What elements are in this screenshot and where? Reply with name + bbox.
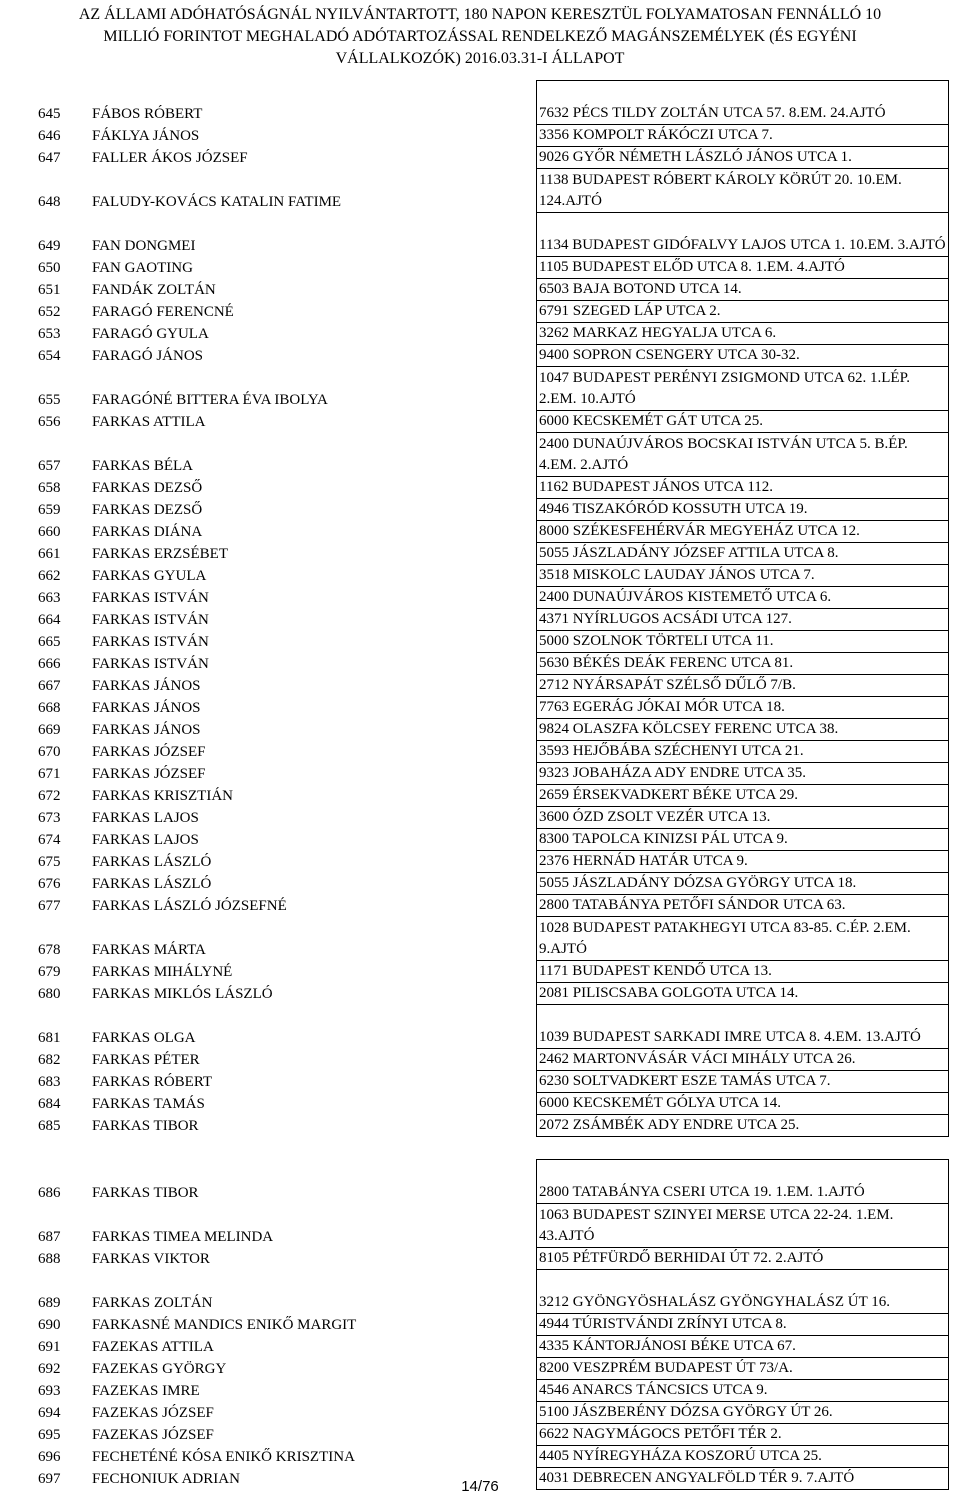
- header-line-3: VÁLLALKOZÓK) 2016.03.31-I ÁLLAPOT: [335, 50, 625, 67]
- row-number: 677: [38, 897, 61, 914]
- row-number: 657: [38, 457, 61, 474]
- row-number: 655: [38, 391, 61, 408]
- table-row: [28, 1424, 949, 1446]
- row-number: 695: [38, 1426, 61, 1443]
- row-number: 676: [38, 875, 61, 892]
- table-row: [28, 169, 949, 213]
- taxpayer-address: 1138 BUDAPEST RÓBERT KÁROLY KÖRÚT 20. 10.EM. 124.AJTÓ: [537, 169, 949, 213]
- page-number: 14/76: [461, 1478, 499, 1495]
- row-number: 659: [38, 501, 61, 518]
- row-number: 666: [38, 655, 61, 672]
- taxpayer-address: 1028 BUDAPEST PATAKHEGYI UTCA 83-85. C.ÉP. 2.EM. 9.AJTÓ: [537, 917, 949, 961]
- taxpayer-address: 4371 NYÍRLUGOS ACSÁDI UTCA 127.: [537, 609, 949, 631]
- taxpayer-address: 1105 BUDAPEST ELŐD UTCA 8. 1.EM. 4.AJTÓ: [537, 257, 949, 279]
- taxpayer-name: FARKAS DIÁNA: [92, 523, 203, 540]
- taxpayer-name: FARKAS RÓBERT: [92, 1073, 213, 1090]
- table-row: [28, 279, 949, 301]
- table-row: [28, 675, 949, 697]
- taxpayer-name: FAZEKAS GYÖRGY: [92, 1360, 227, 1377]
- taxpayer-name: FARKAS TIMEA MELINDA: [92, 1228, 274, 1245]
- row-number: 658: [38, 479, 61, 496]
- row-number: 660: [38, 523, 61, 540]
- taxpayer-address: 8200 VESZPRÉM BUDAPEST ÚT 73/A.: [537, 1358, 949, 1380]
- taxpayer-address: 8000 SZÉKESFEHÉRVÁR MEGYEHÁZ UTCA 12.: [537, 521, 949, 543]
- taxpayer-address: 9824 OLASZFA KÖLCSEY FERENC UTCA 38.: [537, 719, 949, 741]
- taxpayer-address: 2376 HERNÁD HATÁR UTCA 9.: [537, 851, 949, 873]
- row-gap: [28, 1137, 949, 1160]
- table-row: [28, 1402, 949, 1424]
- row-number: 683: [38, 1073, 61, 1090]
- row-number: 673: [38, 809, 61, 826]
- table-row: [28, 983, 949, 1005]
- row-number: 692: [38, 1360, 61, 1377]
- taxpayer-name: FECHONIUK ADRIAN: [92, 1470, 240, 1487]
- table-row: [28, 917, 949, 961]
- row-number: 656: [38, 413, 61, 430]
- taxpayer-address: 2462 MARTONVÁSÁR VÁCI MIHÁLY UTCA 26.: [537, 1049, 949, 1071]
- row-number: 696: [38, 1448, 61, 1465]
- table-row: [28, 147, 949, 169]
- row-number: 687: [38, 1228, 61, 1245]
- row-number: 647: [38, 149, 61, 166]
- table-row: [28, 741, 949, 763]
- taxpayer-name: FAN DONGMEI: [92, 237, 196, 254]
- taxpayer-name: FARKAS KRISZTIÁN: [92, 787, 233, 804]
- row-number: 674: [38, 831, 61, 848]
- table-row: [28, 829, 949, 851]
- taxpayer-name: FARKAS DEZSŐ: [92, 501, 203, 518]
- row-number: 691: [38, 1338, 61, 1355]
- table-row: [28, 499, 949, 521]
- taxpayer-address: 6791 SZEGED LÁP UTCA 2.: [537, 301, 949, 323]
- taxpayer-name: FARKAS JÓZSEF: [92, 765, 206, 782]
- row-number: 682: [38, 1051, 61, 1068]
- table-row: [28, 1115, 949, 1137]
- table-row: [28, 1204, 949, 1248]
- taxpayer-name: FARKAS VIKTOR: [92, 1250, 210, 1267]
- table-row: [28, 587, 949, 609]
- taxpayer-name: FARKAS JÁNOS: [92, 677, 201, 694]
- taxpayer-address: 2800 TATABÁNYA CSERI UTCA 19. 1.EM. 1.AJTÓ: [537, 1160, 949, 1204]
- table-row: [28, 477, 949, 499]
- taxpayer-address: 2659 ÉRSEKVADKERT BÉKE UTCA 29.: [537, 785, 949, 807]
- header-line-1: AZ ÁLLAMI ADÓHATÓSÁGNÁL NYILVÁNTARTOTT, 180 NAPON KERESZTÜL FOLYAMATOSAN FENNÁLLÓ 10: [78, 6, 882, 23]
- taxpayer-address: 2800 TATABÁNYA PETŐFI SÁNDOR UTCA 63.: [537, 895, 949, 917]
- taxpayer-name: FARKAS ZOLTÁN: [92, 1294, 213, 1311]
- taxpayer-address: 9323 JOBAHÁZA ADY ENDRE UTCA 35.: [537, 763, 949, 785]
- taxpayer-address: 1162 BUDAPEST JÁNOS UTCA 112.: [537, 477, 949, 499]
- taxpayer-address: 2081 PILISCSABA GOLGOTA UTCA 14.: [537, 983, 949, 1005]
- table-row: [28, 807, 949, 829]
- row-number: 689: [38, 1294, 61, 1311]
- table-row: [28, 1446, 949, 1468]
- table-row: [28, 1270, 949, 1314]
- taxpayer-name: FARKAS TAMÁS: [92, 1095, 205, 1112]
- table-row: [28, 1071, 949, 1093]
- taxpayer-address: 5100 JÁSZBERÉNY DÓZSA GYÖRGY ÚT 26.: [537, 1402, 949, 1424]
- taxpayer-name: FARKAS ISTVÁN: [92, 589, 209, 606]
- taxpayer-name: FÁBOS RÓBERT: [92, 105, 203, 122]
- table-row: [28, 521, 949, 543]
- taxpayer-address: 2400 DUNAÚJVÁROS BOCSKAI ISTVÁN UTCA 5. B.ÉP. 4.EM. 2.AJTÓ: [537, 433, 949, 477]
- row-number: 652: [38, 303, 61, 320]
- taxpayer-name: FARKAS LÁSZLÓ: [92, 875, 212, 892]
- row-number: 675: [38, 853, 61, 870]
- table-row: [28, 81, 949, 125]
- taxpayer-name: FARKAS MÁRTA: [92, 941, 206, 958]
- row-number: 693: [38, 1382, 61, 1399]
- table-row: [28, 697, 949, 719]
- row-number: 672: [38, 787, 61, 804]
- table-row: [28, 433, 949, 477]
- row-number: 653: [38, 325, 61, 342]
- row-number: 669: [38, 721, 61, 738]
- table-row: [28, 257, 949, 279]
- taxpayer-name: FARKAS MIKLÓS LÁSZLÓ: [92, 985, 273, 1002]
- taxpayer-name: FARAGÓ GYULA: [92, 325, 209, 342]
- table-row: [28, 1093, 949, 1115]
- table-row: [28, 1005, 949, 1049]
- taxpayer-address: 6622 NAGYMÁGOCS PETŐFI TÉR 2.: [537, 1424, 949, 1446]
- taxpayer-address: 3212 GYÖNGYÖSHALÁSZ GYÖNGYHALÁSZ ÚT 16.: [537, 1270, 949, 1314]
- table-row: [28, 345, 949, 367]
- taxpayer-address: 8105 PÉTFÜRDŐ BERHIDAI ÚT 72. 2.AJTÓ: [537, 1248, 949, 1270]
- taxpayer-address: 4946 TISZAKÓRÓD KOSSUTH UTCA 19.: [537, 499, 949, 521]
- taxpayer-name: FARKAS ISTVÁN: [92, 655, 209, 672]
- taxpayer-address: 6000 KECSKEMÉT GÓLYA UTCA 14.: [537, 1093, 949, 1115]
- taxpayer-address: 4335 KÁNTORJÁNOSI BÉKE UTCA 67.: [537, 1336, 949, 1358]
- taxpayer-address: 4546 ANARCS TÁNCSICS UTCA 9.: [537, 1380, 949, 1402]
- row-number: 680: [38, 985, 61, 1002]
- taxpayer-name: FARKAS TIBOR: [92, 1184, 199, 1201]
- table-row: [28, 1248, 949, 1270]
- taxpayer-address: 2400 DUNAÚJVÁROS KISTEMETŐ UTCA 6.: [537, 587, 949, 609]
- document-header: [0, 4, 960, 70]
- taxpayer-table: [28, 80, 949, 1490]
- taxpayer-address: 9026 GYŐR NÉMETH LÁSZLÓ JÁNOS UTCA 1.: [537, 147, 949, 169]
- table-row: [28, 1049, 949, 1071]
- table-row: [28, 301, 949, 323]
- taxpayer-address: 1039 BUDAPEST SARKADI IMRE UTCA 8. 4.EM. 13.AJTÓ: [537, 1005, 949, 1049]
- table-row: [28, 653, 949, 675]
- table-row: [28, 719, 949, 741]
- taxpayer-address: 7763 EGERÁG JÓKAI MÓR UTCA 18.: [537, 697, 949, 719]
- row-number: 651: [38, 281, 61, 298]
- taxpayer-name: FARKAS TIBOR: [92, 1117, 199, 1134]
- row-number: 650: [38, 259, 61, 276]
- taxpayer-name: FARKAS GYULA: [92, 567, 207, 584]
- table-row: [28, 785, 949, 807]
- taxpayer-name: FARKAS ATTILA: [92, 413, 206, 430]
- taxpayer-name: FARKAS JÁNOS: [92, 699, 201, 716]
- row-number: 684: [38, 1095, 61, 1112]
- row-number: 697: [38, 1470, 61, 1487]
- taxpayer-address: 3356 KOMPOLT RÁKÓCZI UTCA 7.: [537, 125, 949, 147]
- taxpayer-table-body: [28, 81, 949, 1490]
- taxpayer-name: FALUDY-KOVÁCS KATALIN FATIME: [92, 193, 342, 210]
- taxpayer-address: 1171 BUDAPEST KENDŐ UTCA 13.: [537, 961, 949, 983]
- table-row: [28, 565, 949, 587]
- taxpayer-address: 3518 MISKOLC LAUDAY JÁNOS UTCA 7.: [537, 565, 949, 587]
- row-number: 679: [38, 963, 61, 980]
- taxpayer-name: FALLER ÁKOS JÓZSEF: [92, 149, 248, 166]
- taxpayer-address: 1047 BUDAPEST PERÉNYI ZSIGMOND UTCA 62. 1.LÉP. 2.EM. 10.AJTÓ: [537, 367, 949, 411]
- taxpayer-address: 4405 NYÍREGYHÁZA KOSZORÚ UTCA 25.: [537, 1446, 949, 1468]
- taxpayer-address: 4031 DEBRECEN ANGYALFÖLD TÉR 9. 7.AJTÓ: [537, 1468, 949, 1490]
- taxpayer-name: FANDÁK ZOLTÁN: [92, 281, 216, 298]
- row-number: 688: [38, 1250, 61, 1267]
- taxpayer-name: FARKAS ISTVÁN: [92, 611, 209, 628]
- row-number: 690: [38, 1316, 61, 1333]
- taxpayer-name: FARKAS LÁSZLÓ JÓZSEFNÉ: [92, 897, 287, 914]
- row-number: 649: [38, 237, 61, 254]
- taxpayer-name: FARKAS LAJOS: [92, 831, 199, 848]
- taxpayer-address: 3600 ÓZD ZSOLT VEZÉR UTCA 13.: [537, 807, 949, 829]
- taxpayer-address: 3262 MARKAZ HEGYALJA UTCA 6.: [537, 323, 949, 345]
- taxpayer-name: FARKASNÉ MANDICS ENIKŐ MARGIT: [92, 1316, 357, 1333]
- taxpayer-name: FAZEKAS JÓZSEF: [92, 1426, 214, 1443]
- table-row: [28, 125, 949, 147]
- taxpayer-address: 6503 BAJA BOTOND UTCA 14.: [537, 279, 949, 301]
- taxpayer-address: 1063 BUDAPEST SZINYEI MERSE UTCA 22-24. 1.EM. 43.AJTÓ: [537, 1204, 949, 1248]
- taxpayer-address: 5630 BÉKÉS DEÁK FERENC UTCA 81.: [537, 653, 949, 675]
- taxpayer-name: FARKAS BÉLA: [92, 457, 193, 474]
- row-number: 667: [38, 677, 61, 694]
- taxpayer-address: 5055 JÁSZLADÁNY JÓZSEF ATTILA UTCA 8.: [537, 543, 949, 565]
- table-row: [28, 631, 949, 653]
- taxpayer-name: FARKAS LAJOS: [92, 809, 199, 826]
- row-number: 694: [38, 1404, 61, 1421]
- table-row: [28, 873, 949, 895]
- taxpayer-address: 1134 BUDAPEST GIDÓFALVY LAJOS UTCA 1. 10.EM. 3.AJTÓ: [537, 213, 949, 257]
- table-row: [28, 851, 949, 873]
- row-number: 678: [38, 941, 61, 958]
- row-number: 664: [38, 611, 61, 628]
- taxpayer-address: 5000 SZOLNOK TÖRTELI UTCA 11.: [537, 631, 949, 653]
- taxpayer-name: FARAGÓ FERENCNÉ: [92, 303, 234, 320]
- taxpayer-name: FARAGÓNÉ BITTERA ÉVA IBOLYA: [92, 391, 328, 408]
- taxpayer-name: FARKAS PÉTER: [92, 1051, 200, 1068]
- row-number: 686: [38, 1184, 61, 1201]
- table-row: [28, 1358, 949, 1380]
- row-number: 671: [38, 765, 61, 782]
- taxpayer-name: FARKAS JÁNOS: [92, 721, 201, 738]
- taxpayer-address: 2072 ZSÁMBÉK ADY ENDRE UTCA 25.: [537, 1115, 949, 1137]
- taxpayer-name: FECHETÉNÉ KÓSA ENIKŐ KRISZTINA: [92, 1448, 355, 1465]
- taxpayer-name: FARKAS ERZSÉBET: [92, 545, 228, 562]
- taxpayer-name: FAN GAOTING: [92, 259, 193, 276]
- taxpayer-address: 7632 PÉCS TILDY ZOLTÁN UTCA 57. 8.EM. 24.AJTÓ: [537, 81, 949, 125]
- row-gap-cell: [28, 1137, 949, 1160]
- row-number: 681: [38, 1029, 61, 1046]
- taxpayer-address: 4944 TÚRISTVÁNDI ZRÍNYI UTCA 8.: [537, 1314, 949, 1336]
- row-number: 645: [38, 105, 61, 122]
- taxpayer-name: FÁKLYA JÁNOS: [92, 127, 200, 144]
- taxpayer-name: FARKAS DEZSŐ: [92, 479, 203, 496]
- taxpayer-address: 6230 SOLTVADKERT ESZE TAMÁS UTCA 7.: [537, 1071, 949, 1093]
- taxpayer-address: 6000 KECSKEMÉT GÁT UTCA 25.: [537, 411, 949, 433]
- table-row: [28, 609, 949, 631]
- table-row: [28, 411, 949, 433]
- taxpayer-name: FAZEKAS IMRE: [92, 1382, 200, 1399]
- taxpayer-name: FARKAS ISTVÁN: [92, 633, 209, 650]
- header-line-2: MILLIÓ FORINTOT MEGHALADÓ ADÓTARTOZÁSSAL RENDELKEZŐ MAGÁNSZEMÉLYEK (ÉS EGYÉNI: [103, 28, 857, 45]
- row-number: 670: [38, 743, 61, 760]
- table-row: [28, 367, 949, 411]
- table-row: [28, 1336, 949, 1358]
- taxpayer-address: 5055 JÁSZLADÁNY DÓZSA GYÖRGY UTCA 18.: [537, 873, 949, 895]
- table-row: [28, 543, 949, 565]
- row-number: 646: [38, 127, 61, 144]
- taxpayer-name: FARKAS OLGA: [92, 1029, 196, 1046]
- table-row: [28, 895, 949, 917]
- table-row: [28, 323, 949, 345]
- table-row: [28, 213, 949, 257]
- taxpayer-address: 3593 HEJŐBÁBA SZÉCHENYI UTCA 21.: [537, 741, 949, 763]
- row-number: 685: [38, 1117, 61, 1134]
- table-row: [28, 1380, 949, 1402]
- taxpayer-name: FARKAS MIHÁLYNÉ: [92, 963, 233, 980]
- taxpayer-name: FARAGÓ JÁNOS: [92, 347, 203, 364]
- taxpayer-name: FAZEKAS JÓZSEF: [92, 1404, 214, 1421]
- row-number: 648: [38, 193, 61, 210]
- taxpayer-name: FAZEKAS ATTILA: [92, 1338, 214, 1355]
- table-row: [28, 763, 949, 785]
- row-number: 654: [38, 347, 61, 364]
- taxpayer-name: FARKAS JÓZSEF: [92, 743, 206, 760]
- row-number: 661: [38, 545, 61, 562]
- table-row: [28, 961, 949, 983]
- taxpayer-address: 9400 SOPRON CSENGERY UTCA 30-32.: [537, 345, 949, 367]
- taxpayer-address: 8300 TAPOLCA KINIZSI PÁL UTCA 9.: [537, 829, 949, 851]
- row-number: 662: [38, 567, 61, 584]
- taxpayer-address: 2712 NYÁRSAPÁT SZÉLSŐ DŰLŐ 7/B.: [537, 675, 949, 697]
- table-row: [28, 1314, 949, 1336]
- taxpayer-name: FARKAS LÁSZLÓ: [92, 853, 212, 870]
- row-number: 668: [38, 699, 61, 716]
- row-number: 663: [38, 589, 61, 606]
- row-number: 665: [38, 633, 61, 650]
- table-row: [28, 1160, 949, 1204]
